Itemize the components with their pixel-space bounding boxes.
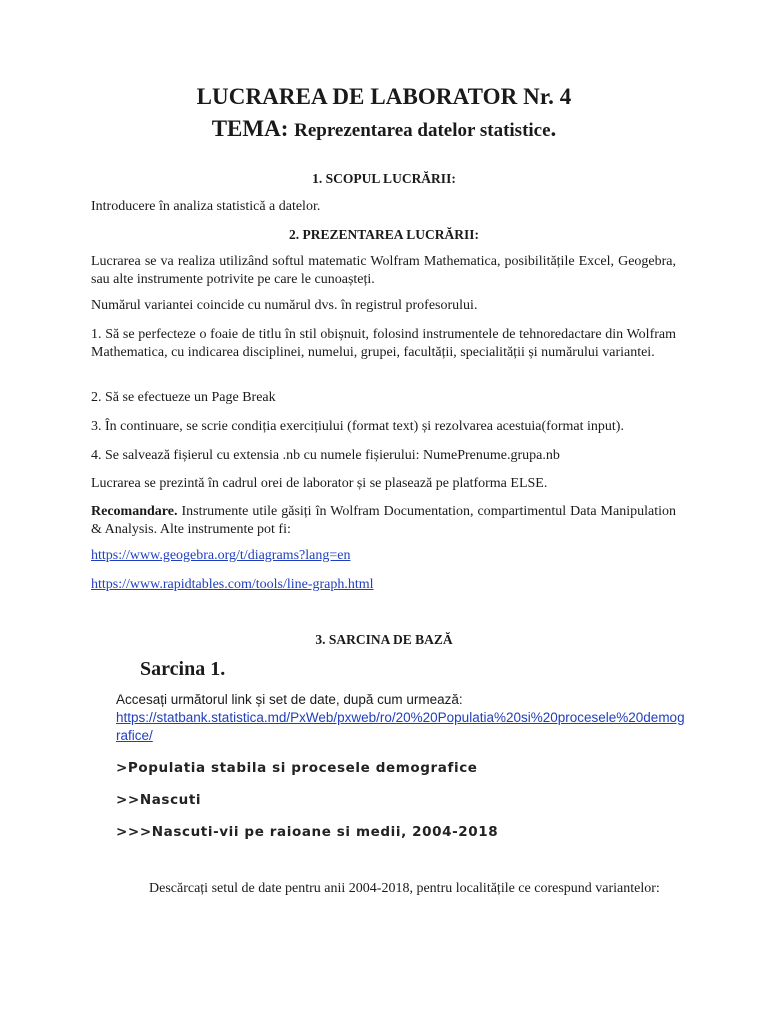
sarcina-title: Sarcina 1. xyxy=(140,658,226,680)
section1-heading: 1. SCOPUL LUCRĂRII: xyxy=(312,171,456,186)
document-subtitle xyxy=(0,116,768,142)
section2-paragraph-2: Numărul variantei coincide cu numărul dvs. în registrul profesorului. xyxy=(91,298,478,313)
download-instructions: Descărcați setul de date pentru anii 2004-2018, pentru localitățile ce corespund variantelor: xyxy=(149,881,660,896)
nav-path-level-1: >Populatia stabila si procesele demografice xyxy=(116,760,478,776)
section2-paragraph-3: 1. Să se perfecteze o foaie de titlu în stil obișnuit, folosind instrumentele de tehnoredactare din Wolfram Mathematica, cu indicarea disciplinei, numelui, grupei, facultății, specialității și numărului variantei. xyxy=(91,327,676,360)
sarcina-intro: Accesați următorul link și set de date, după cum urmează: xyxy=(116,692,463,707)
statbank-link[interactable]: https://statbank.statistica.md/PxWeb/pxweb/ro/20%20Populatia%20si%20procesele%20demografice/ xyxy=(116,710,685,743)
section1-text: Introducere în analiza statistică a datelor. xyxy=(91,199,321,214)
section2-step-3: 3. În continuare, se scrie condiția exercițiului (format text) și rezolvarea acestuia(format input). xyxy=(91,419,624,434)
recommendation-text: Instrumente utile găsiți în Wolfram Documentation, compartimentul Data Manipulation & Analysis. Alte instrumente pot fi: xyxy=(91,504,676,537)
recommendation-label: Recomandare. xyxy=(91,504,178,519)
sarcina-instructions xyxy=(116,691,686,745)
nav-path-level-2: >>Nascuti xyxy=(116,792,202,808)
section2-heading: 2. PREZENTAREA LUCRĂRII: xyxy=(289,227,479,242)
document-title: LUCRAREA DE LABORATOR Nr. 4 xyxy=(196,84,572,109)
tema-text: Reprezentarea datelor statistice xyxy=(294,120,551,141)
section2-paragraph-7: Lucrarea se prezintă în cadrul orei de laborator și se plasează pe platforma ELSE. xyxy=(91,476,548,491)
rapidtables-link[interactable]: https://www.rapidtables.com/tools/line-graph.html xyxy=(91,577,374,592)
section2-paragraph-1: Lucrarea se va realiza utilizând softul matematic Wolfram Mathematica, posibilitățile Excel, Geogebra, sau alte instrumente potrivite pe care le cunoașteți. xyxy=(91,254,676,287)
recommendation-paragraph xyxy=(91,503,676,539)
geogebra-link[interactable]: https://www.geogebra.org/t/diagrams?lang=en xyxy=(91,548,351,563)
nav-path-level-3: >>>Nascuti-vii pe raioane si medii, 2004-2018 xyxy=(116,824,499,840)
tema-label: TEMA: xyxy=(211,116,289,141)
tema-end: . xyxy=(550,116,557,141)
section2-step-2: 2. Să se efectueze un Page Break xyxy=(91,390,276,405)
section3-heading: 3. SARCINA DE BAZĂ xyxy=(315,632,453,647)
section2-step-4: 4. Se salvează fișierul cu extensia .nb cu numele fișierului: NumePrenume.grupa.nb xyxy=(91,448,560,463)
